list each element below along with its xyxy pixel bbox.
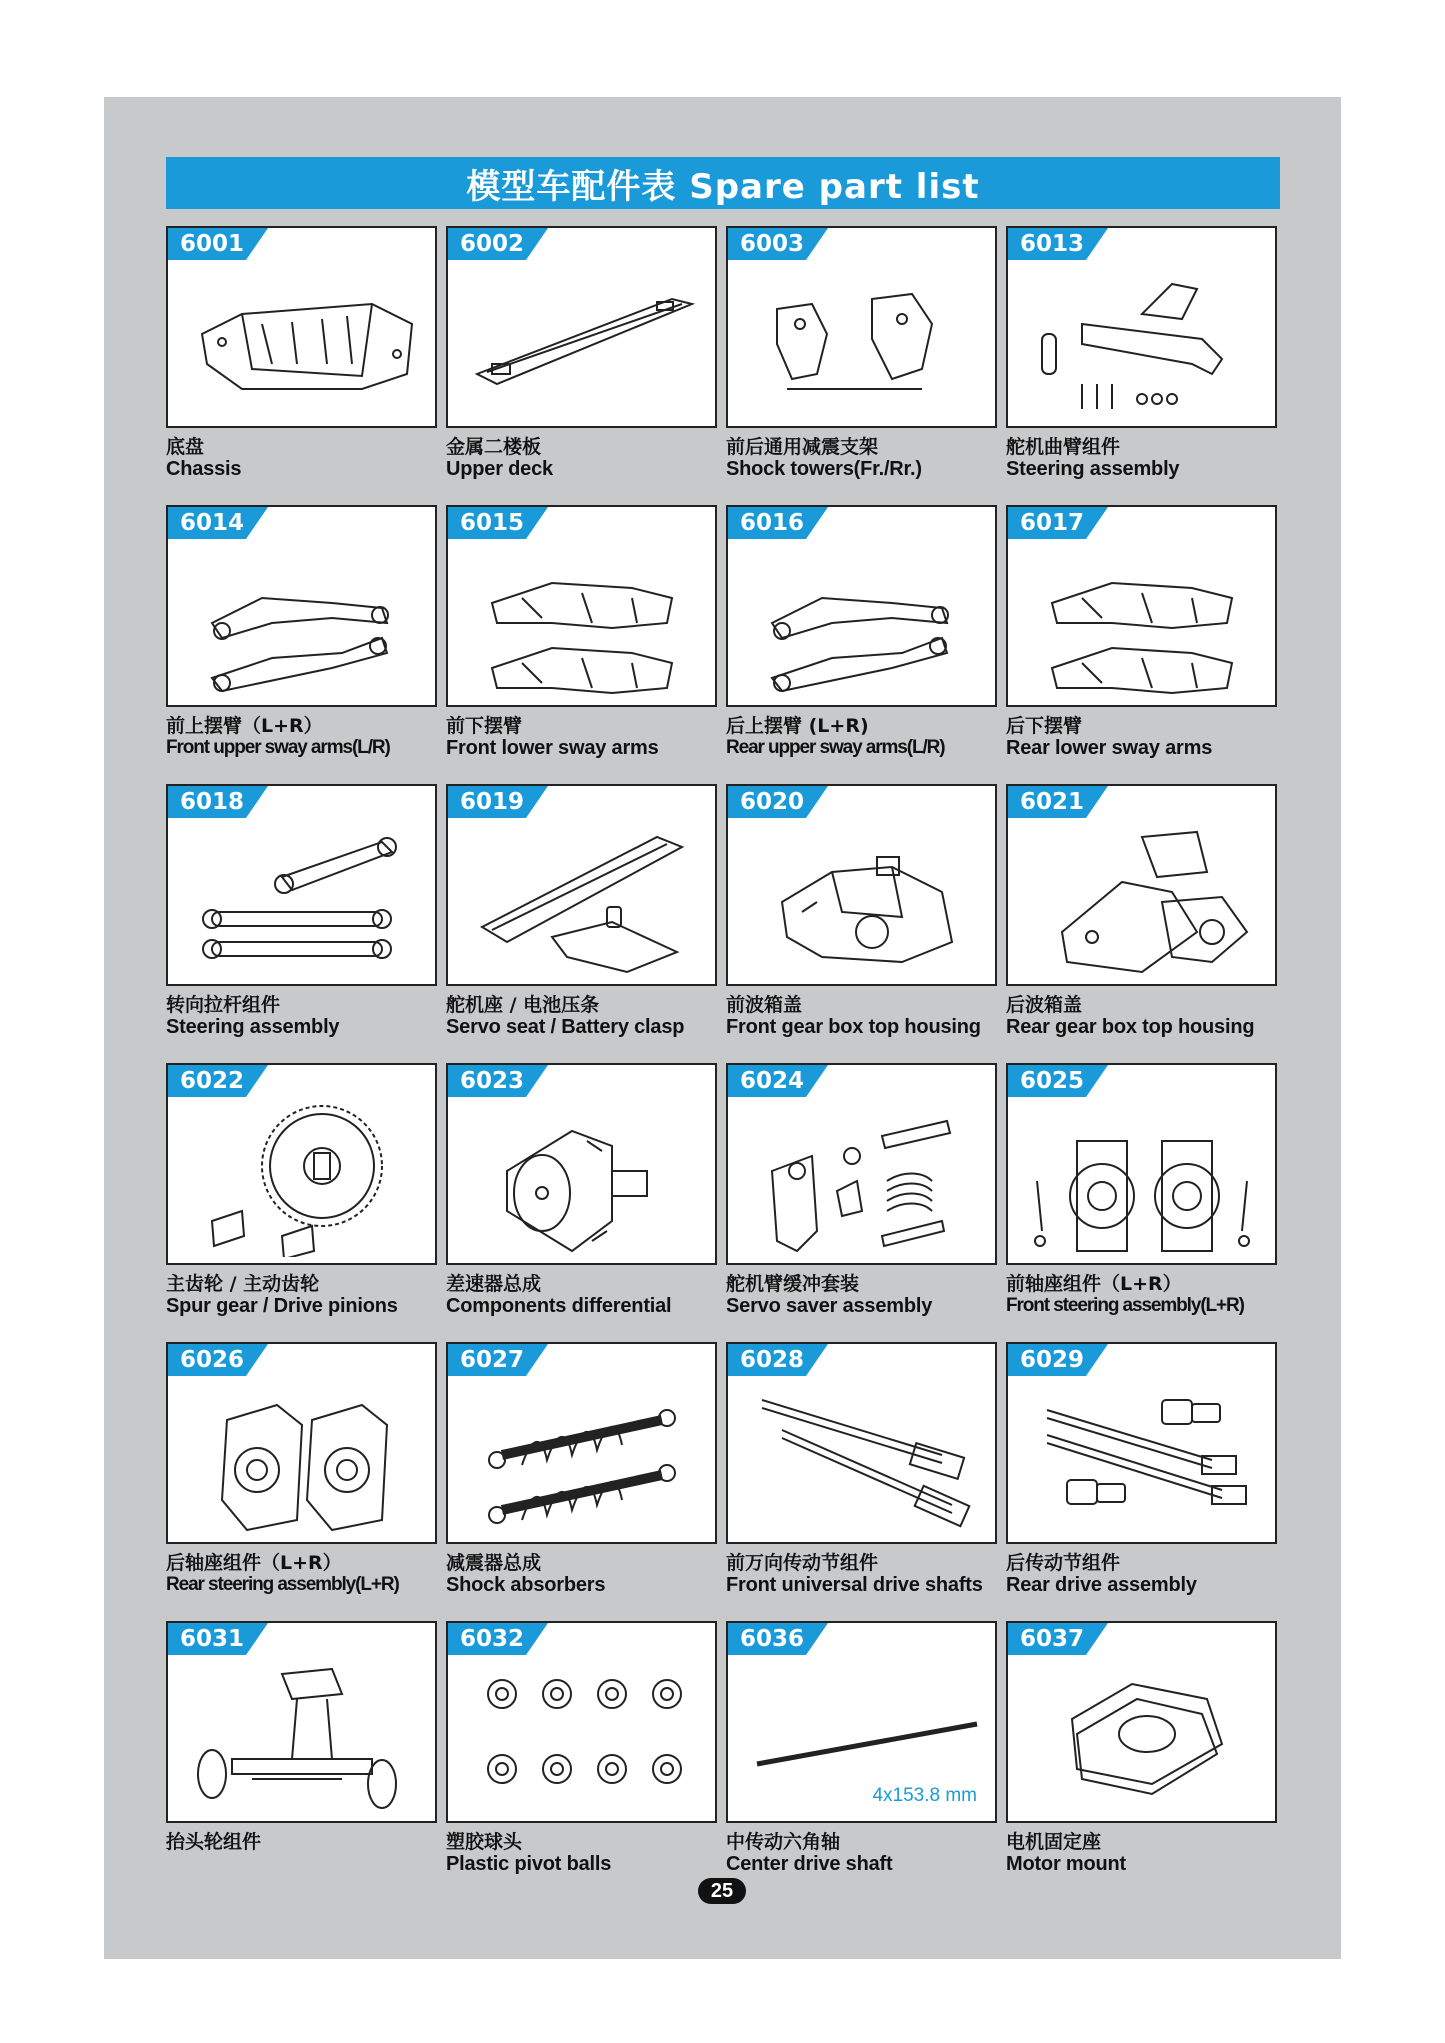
tie-rod-icon — [182, 822, 423, 978]
part-dimension: 4x153.8 mm — [872, 1785, 977, 1806]
rear-hub-icon — [182, 1380, 423, 1536]
chassis-icon — [182, 264, 423, 420]
part-image-card — [1006, 1342, 1277, 1544]
part-image-card — [166, 1063, 437, 1265]
part-code: 6019 — [460, 789, 525, 815]
part-code: 6013 — [1020, 231, 1085, 257]
part-name-en: Plastic pivot balls — [446, 1853, 612, 1875]
part-name-en: Rear steering assembly(L+R) — [166, 1574, 399, 1595]
part-name-en: Spur gear / Drive pinions — [166, 1295, 398, 1317]
part-image-card — [446, 226, 717, 428]
part-name-cn: 舵机臂缓冲套装 — [726, 1273, 860, 1295]
part-code: 6002 — [460, 231, 525, 257]
part-code-tag — [728, 507, 828, 539]
part-image-card — [446, 784, 717, 986]
part-name-cn: 后下摆臂 — [1006, 715, 1083, 737]
part-code-tag — [168, 786, 268, 818]
rear-drive-icon — [1022, 1380, 1263, 1536]
part-name-en: Front steering assembly(L+R) — [1006, 1295, 1244, 1316]
part-name-cn: 前下摆臂 — [446, 715, 523, 737]
part-image-card — [446, 1621, 717, 1823]
part-name-en: Front lower sway arms — [446, 737, 659, 759]
part-code-tag — [728, 1623, 828, 1655]
part-image-card — [1006, 1063, 1277, 1265]
part-name-cn: 舵机曲臂组件 — [1006, 436, 1121, 458]
part-image-card — [1006, 784, 1277, 986]
part-code-tag — [1008, 1623, 1108, 1655]
part-code-tag — [728, 1344, 828, 1376]
part-name-en: Rear drive assembly — [1006, 1574, 1197, 1596]
part-code-tag — [448, 1065, 548, 1097]
drive-shaft-icon — [742, 1380, 983, 1536]
part-code-tag — [1008, 228, 1108, 260]
sway-arm-icon — [742, 543, 983, 699]
part-code-tag — [1008, 507, 1108, 539]
part-code: 6031 — [180, 1626, 245, 1652]
part-code-tag — [168, 228, 268, 260]
part-image-card — [166, 226, 437, 428]
part-image-card — [726, 226, 997, 428]
upper-deck-icon — [462, 264, 703, 420]
hub-carrier-icon — [1022, 1101, 1263, 1257]
part-code-tag — [1008, 786, 1108, 818]
part-image-card — [166, 784, 437, 986]
servo-saver-icon — [742, 1101, 983, 1257]
part-code: 6022 — [180, 1068, 245, 1094]
part-name-cn: 前波箱盖 — [726, 994, 803, 1016]
part-code: 6017 — [1020, 510, 1085, 536]
steering-arm-icon — [1022, 264, 1263, 420]
part-name-cn: 前上摆臂（L+R） — [166, 715, 323, 737]
part-name-en: Chassis — [166, 458, 242, 480]
part-name-cn: 主齿轮 / 主动齿轮 — [166, 1273, 320, 1295]
part-code: 6036 — [740, 1626, 805, 1652]
part-name-cn: 前轴座组件（L+R） — [1006, 1273, 1182, 1295]
part-image-card — [726, 784, 997, 986]
part-image-card — [726, 1063, 997, 1265]
part-code-tag — [168, 1344, 268, 1376]
part-name-cn: 塑胶球头 — [446, 1831, 523, 1853]
part-code-tag — [448, 1623, 548, 1655]
part-image-card — [166, 1621, 437, 1823]
part-code: 6026 — [180, 1347, 245, 1373]
part-code: 6014 — [180, 510, 245, 536]
part-name-en: Servo saver assembly — [726, 1295, 933, 1317]
part-name-cn: 后波箱盖 — [1006, 994, 1083, 1016]
lower-arm-icon — [462, 543, 703, 699]
part-code: 6025 — [1020, 1068, 1085, 1094]
pivot-balls-icon — [462, 1659, 703, 1815]
part-name-en: Front universal drive shafts — [726, 1574, 983, 1596]
part-name-cn: 转向拉杆组件 — [166, 994, 281, 1016]
part-name-en: Components differential — [446, 1295, 672, 1317]
page-title: 模型车配件表 Spare part list — [166, 157, 1280, 209]
rear-gearbox-icon — [1022, 822, 1263, 978]
part-code-tag — [1008, 1344, 1108, 1376]
part-code: 6032 — [460, 1626, 525, 1652]
part-code: 6001 — [180, 231, 245, 257]
part-name-en: Motor mount — [1006, 1853, 1126, 1875]
part-name-cn: 抬头轮组件 — [166, 1831, 262, 1853]
differential-icon — [462, 1101, 703, 1257]
part-name-cn: 减震器总成 — [446, 1552, 542, 1574]
part-code-tag — [728, 1065, 828, 1097]
part-name-cn: 前后通用减震支架 — [726, 436, 879, 458]
part-code-tag — [448, 228, 548, 260]
part-name-en: Rear lower sway arms — [1006, 737, 1213, 759]
part-image-card — [1006, 226, 1277, 428]
sway-arm-icon — [182, 543, 423, 699]
part-image-card — [1006, 505, 1277, 707]
part-code: 6028 — [740, 1347, 805, 1373]
part-code-tag — [168, 1623, 268, 1655]
part-name-en: Shock towers(Fr./Rr.) — [726, 458, 922, 480]
part-name-cn: 舵机座 / 电池压条 — [446, 994, 600, 1016]
part-code: 6003 — [740, 231, 805, 257]
shock-tower-icon — [742, 264, 983, 420]
part-name-en: Upper deck — [446, 458, 553, 480]
part-image-card — [446, 1063, 717, 1265]
part-code-tag — [728, 786, 828, 818]
part-name-cn: 后传动节组件 — [1006, 1552, 1121, 1574]
part-code-tag — [728, 228, 828, 260]
part-name-en: Steering assembly — [166, 1016, 340, 1038]
part-name-cn: 前万向传动节组件 — [726, 1552, 879, 1574]
part-code: 6037 — [1020, 1626, 1085, 1652]
part-code: 6023 — [460, 1068, 525, 1094]
part-name-cn: 电机固定座 — [1006, 1831, 1102, 1853]
part-image-card — [726, 505, 997, 707]
part-name-en: Front gear box top housing — [726, 1016, 981, 1038]
part-image-card — [446, 1342, 717, 1544]
part-name-en: Servo seat / Battery clasp — [446, 1016, 685, 1038]
wheelie-bar-icon — [182, 1659, 423, 1815]
part-code-tag — [448, 1344, 548, 1376]
page-number: 25 — [698, 1878, 746, 1904]
gearbox-icon — [742, 822, 983, 978]
lower-arm-icon — [1022, 543, 1263, 699]
part-code-tag — [1008, 1065, 1108, 1097]
motor-mount-icon — [1022, 1659, 1263, 1815]
part-code-tag — [448, 507, 548, 539]
part-name-cn: 底盘 — [166, 436, 205, 458]
spur-gear-icon — [182, 1101, 423, 1257]
servo-seat-icon — [462, 822, 703, 978]
part-name-en: Steering assembly — [1006, 458, 1180, 480]
part-name-cn: 差速器总成 — [446, 1273, 542, 1295]
part-name-en: Center drive shaft — [726, 1853, 893, 1875]
part-code: 6015 — [460, 510, 525, 536]
part-code: 6021 — [1020, 789, 1085, 815]
part-name-en: Rear gear box top housing — [1006, 1016, 1255, 1038]
part-image-card — [726, 1342, 997, 1544]
shock-absorber-icon — [462, 1380, 703, 1536]
part-name-cn: 中传动六角轴 — [726, 1831, 841, 1853]
part-code-tag — [168, 1065, 268, 1097]
part-code: 6016 — [740, 510, 805, 536]
part-code: 6029 — [1020, 1347, 1085, 1373]
part-name-cn: 金属二楼板 — [446, 436, 542, 458]
part-name-en: Shock absorbers — [446, 1574, 606, 1596]
part-code-tag — [448, 786, 548, 818]
part-image-card — [1006, 1621, 1277, 1823]
part-code-tag — [168, 507, 268, 539]
part-name-en: Front upper sway arms(L/R) — [166, 737, 390, 758]
part-image-card — [446, 505, 717, 707]
part-code: 6027 — [460, 1347, 525, 1373]
spare-part-page — [104, 97, 1341, 1959]
part-image-card — [166, 505, 437, 707]
part-name-cn: 后轴座组件（L+R） — [166, 1552, 342, 1574]
part-name-cn: 后上摆臂 (L+R) — [726, 715, 869, 737]
part-image-card — [726, 1621, 997, 1823]
part-image-card — [166, 1342, 437, 1544]
part-code: 6018 — [180, 789, 245, 815]
part-code: 6024 — [740, 1068, 805, 1094]
part-name-en: Rear upper sway arms(L/R) — [726, 737, 945, 758]
part-code: 6020 — [740, 789, 805, 815]
